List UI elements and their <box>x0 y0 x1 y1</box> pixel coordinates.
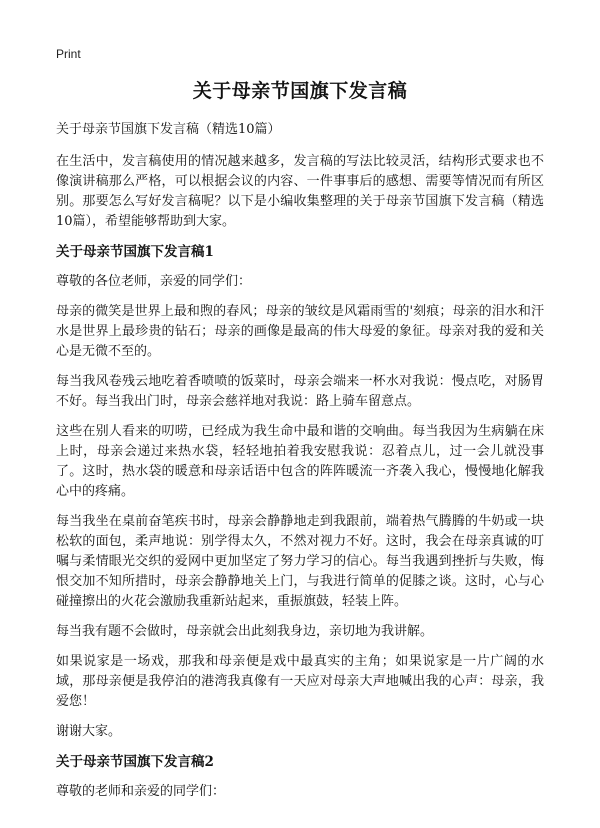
print-link[interactable]: Print <box>56 47 81 61</box>
section-heading-1: 关于母亲节国旗下发言稿1 <box>56 244 214 260</box>
article-body <box>56 120 544 812</box>
section-1-closing: 谢谢大家。 <box>56 724 122 739</box>
section-1-paragraph: 每当我坐在桌前奋笔疾书时，母亲会静静地走到我跟前，端着热气腾腾的牛奶或一块松软的面包，柔声地说：别学得太久，不然对视力不好。这时，我会在母亲真诚的叮嘱与柔情眼光交织的爱网中更加坚定了努力学习的信心。每当我遇到挫折与失败，悔恨交加不知所措时，母亲会静静地关上门，与我进行简单的促膝之谈。这时，心与心碰撞擦出的火花会激励我重新站起来，重振旗鼓，轻装上阵。 <box>56 514 544 609</box>
section-1-paragraph: 如果说家是一场戏，那我和母亲便是戏中最真实的主角；如果说家是一片广阔的水域，那母亲便是我停泊的港湾我真像有一天应对母亲大声地喊出我的心声：母亲，我爱您！ <box>56 654 544 709</box>
section-1-paragraph: 每当我有题不会做时，母亲就会出此刻我身边，亲切地为我讲解。 <box>56 624 434 639</box>
intro-paragraph: 在生活中，发言稿使用的情况越来越多，发言稿的写法比较灵活，结构形式要求也不像演讲稿那么严格，可以根据会议的内容、一件事事后的感想、需要等情况而有所区别。那要怎么写好发言稿呢？以下是小编收集整理的关于母亲节国旗下发言稿（精选10篇），希望能够帮助到大家。 <box>56 154 544 229</box>
section-1-greeting: 尊敬的各位老师，亲爱的同学们： <box>56 274 252 289</box>
section-2-greeting: 尊敬的老师和亲爱的同学们： <box>56 784 226 799</box>
section-1-paragraph: 母亲的微笑是世界上最和煦的春风；母亲的皱纹是风霜雨雪的'刻痕；母亲的泪水和汗水是世界上最珍贵的钻石；母亲的画像是最高的伟大母爱的象征。母亲对我的爱和关心是无微不至的。 <box>56 304 544 359</box>
article-subtitle: 关于母亲节国旗下发言稿（精选10篇） <box>56 122 281 137</box>
section-heading-2: 关于母亲节国旗下发言稿2 <box>56 754 214 770</box>
section-1-paragraph: 每当我风卷残云地吃着香喷喷的饭菜时，母亲会端来一杯水对我说：慢点吃，对肠胃不好。每当我出门时，母亲会慈祥地对我说：路上骑车留意点。 <box>56 374 544 409</box>
page-title: 关于母亲节国旗下发言稿 <box>192 80 408 102</box>
section-1-paragraph: 这些在别人看来的叨唠，已经成为我生命中最和谐的交响曲。每当我因为生病躺在床上时，母亲会递过来热水袋，轻轻地拍着我安慰我说：忍着点儿，过一会儿就没事了。这时，热水袋的暖意和母亲话语中包含的阵阵暖流一齐袭入我心，慢慢地化解我心中的疼痛。 <box>56 424 544 499</box>
